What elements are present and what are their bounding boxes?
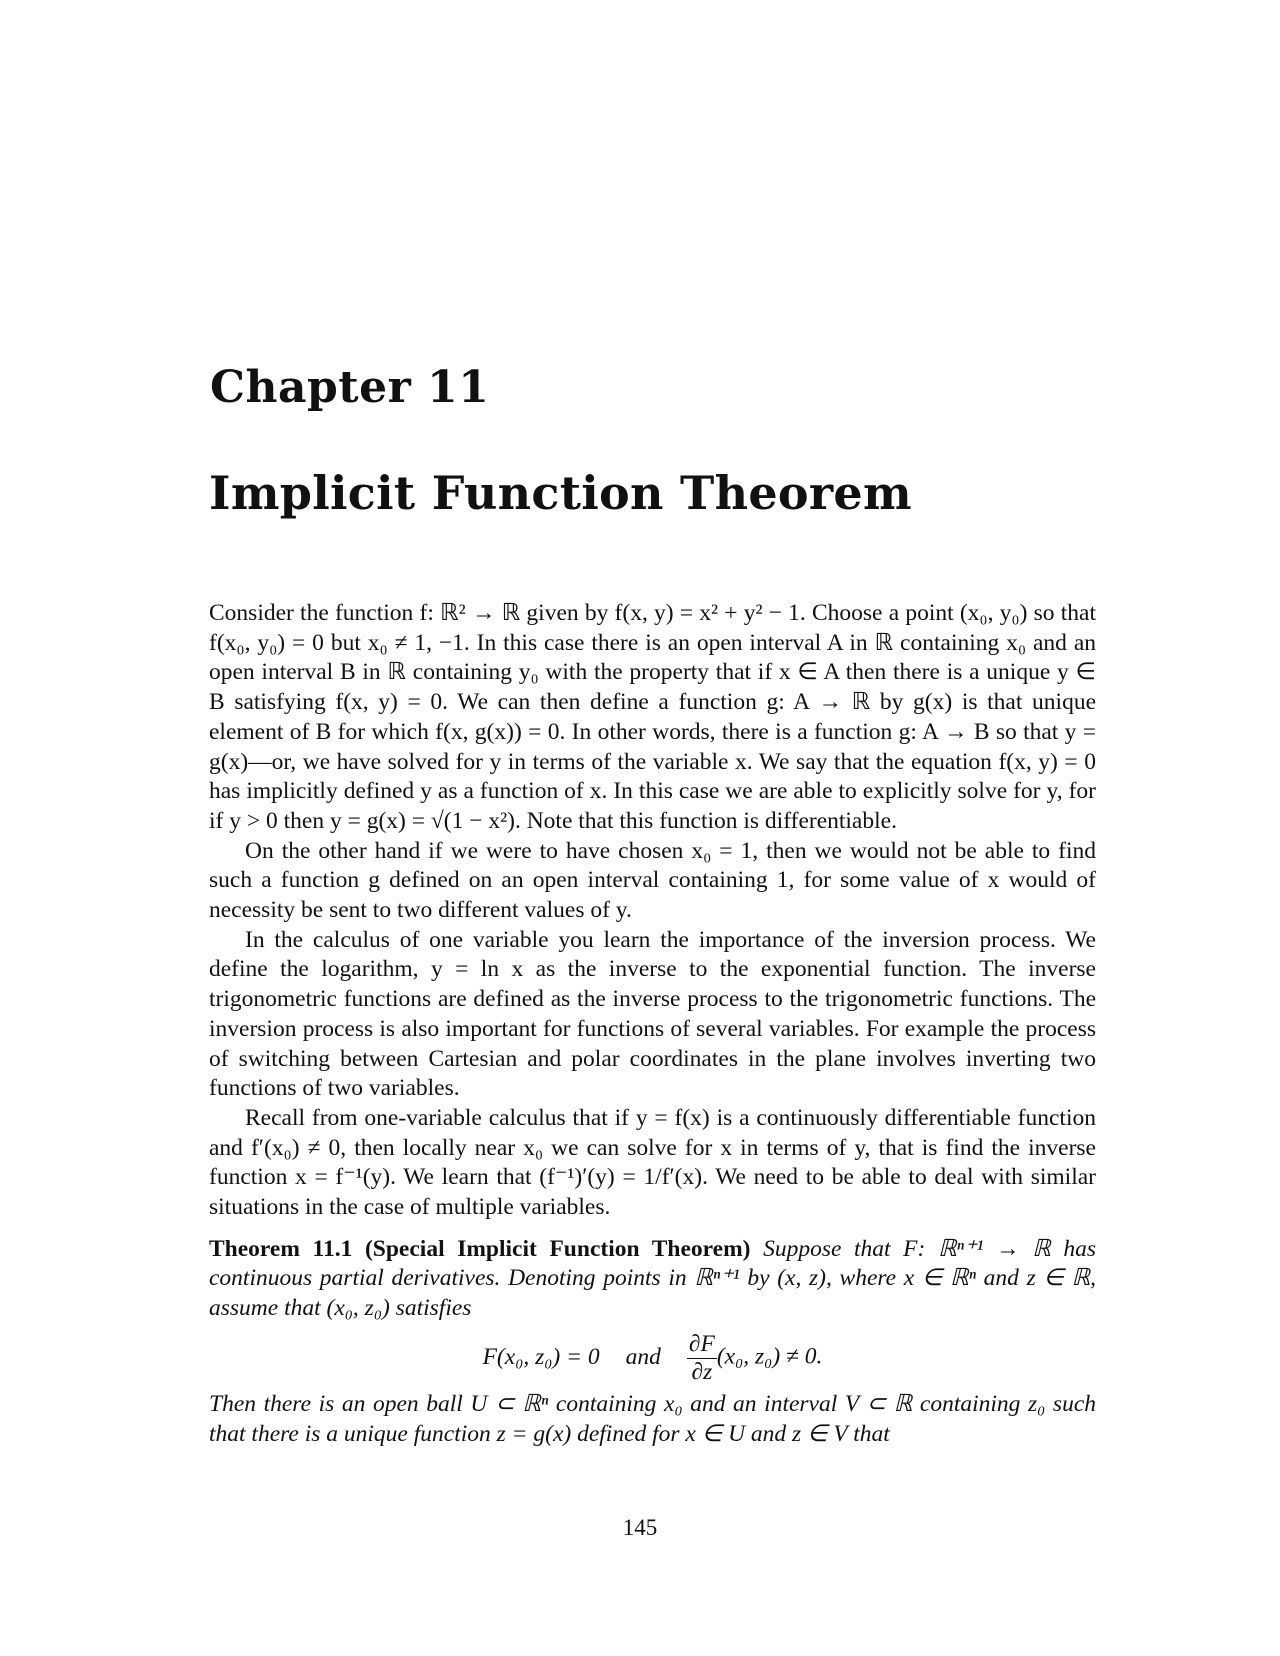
- equation-right: (x₀, z₀) ≠ 0.: [716, 1343, 823, 1370]
- page-number: 145: [622, 1515, 658, 1540]
- chapter-title: Implicit Function Theorem: [209, 466, 912, 520]
- paragraph-3: In the calculus of one variable you learn the importance of the inversion process. We define the logarithm, y = ln x as the inverse to the exponential function. The inverse trigonometric functions are defined as the inverse process to the trigonometric functions. The inversion process is also important for functions of several variables. For example the process of switching between Cartesian and polar coordinates in the plane involves inverting two functions of two variables.: [209, 926, 1096, 1102]
- display-equation: [209, 1332, 1096, 1384]
- theorem-heading: Theorem 11.1 (Special Implicit Function Theorem): [209, 1235, 751, 1262]
- equation-left: F(x₀, z₀) = 0: [482, 1344, 600, 1371]
- equation-right-group: [687, 1332, 823, 1384]
- chapter-label: Chapter 11: [210, 362, 490, 413]
- partial-denominator: ∂z: [691, 1358, 713, 1385]
- partial-numerator: ∂F: [688, 1330, 715, 1357]
- body-text: [209, 599, 1096, 1450]
- paragraph-2: On the other hand if we were to have chosen x₀ = 1, then we would not be able to find such a function g defined on an open interval containing 1, for some value of x would of necessity be sent to two different values of y.: [209, 837, 1096, 924]
- paragraph-1: Consider the function f: ℝ² → ℝ given by f(x, y) = x² + y² − 1. Choose a point (x₀, y₀) so that f(x₀, y₀) = 0 but x₀ ≠ 1, −1. In this case there is an open interval A in ℝ containing x₀ and an open interval B in ℝ containing y₀ with the property that if x ∈ A then there is a unique y ∈ B satisfying f(x, y) = 0. We can then define a function g: A → ℝ by g(x) is that unique element of B for which f(x, g(x)) = 0. In other words, there is a function g: A → B so that y = g(x)—or, we have solved for y in terms of the variable x. We say that the equation f(x, y) = 0 has implicitly defined y as a function of x. In this case we are able to explicitly solve for y, for if y > 0 then y = g(x) = √(1 − x²). Note that this function is differentiable.: [209, 600, 1096, 834]
- partial-derivative: [687, 1332, 717, 1384]
- equation-and: and: [625, 1344, 661, 1371]
- theorem-conclusion: Then there is an open ball U ⊂ ℝⁿ containing x₀ and an interval V ⊂ ℝ containing z₀ such that there is a unique function z = g(x) defined for x ∈ U and z ∈ V that: [209, 1391, 1096, 1447]
- theorem-statement: Suppose that F: ℝⁿ⁺¹ → ℝ has continuous partial derivatives. Denoting points in ℝⁿ⁺¹ by (x, z), where x ∈ ℝⁿ and z ∈ ℝ, assume that (x₀, z₀) satisfies: [209, 1235, 1096, 1322]
- theorem-block: [209, 1235, 1096, 1324]
- paragraph-4: Recall from one-variable calculus that if y = f(x) is a continuously differentiable function and f′(x₀) ≠ 0, then locally near x₀ we can solve for x in terms of y, that is find the inverse function x = f⁻¹(y). We learn that (f⁻¹)′(y) = 1/f′(x). We need to be able to deal with similar situations in the case of multiple variables.: [209, 1104, 1096, 1221]
